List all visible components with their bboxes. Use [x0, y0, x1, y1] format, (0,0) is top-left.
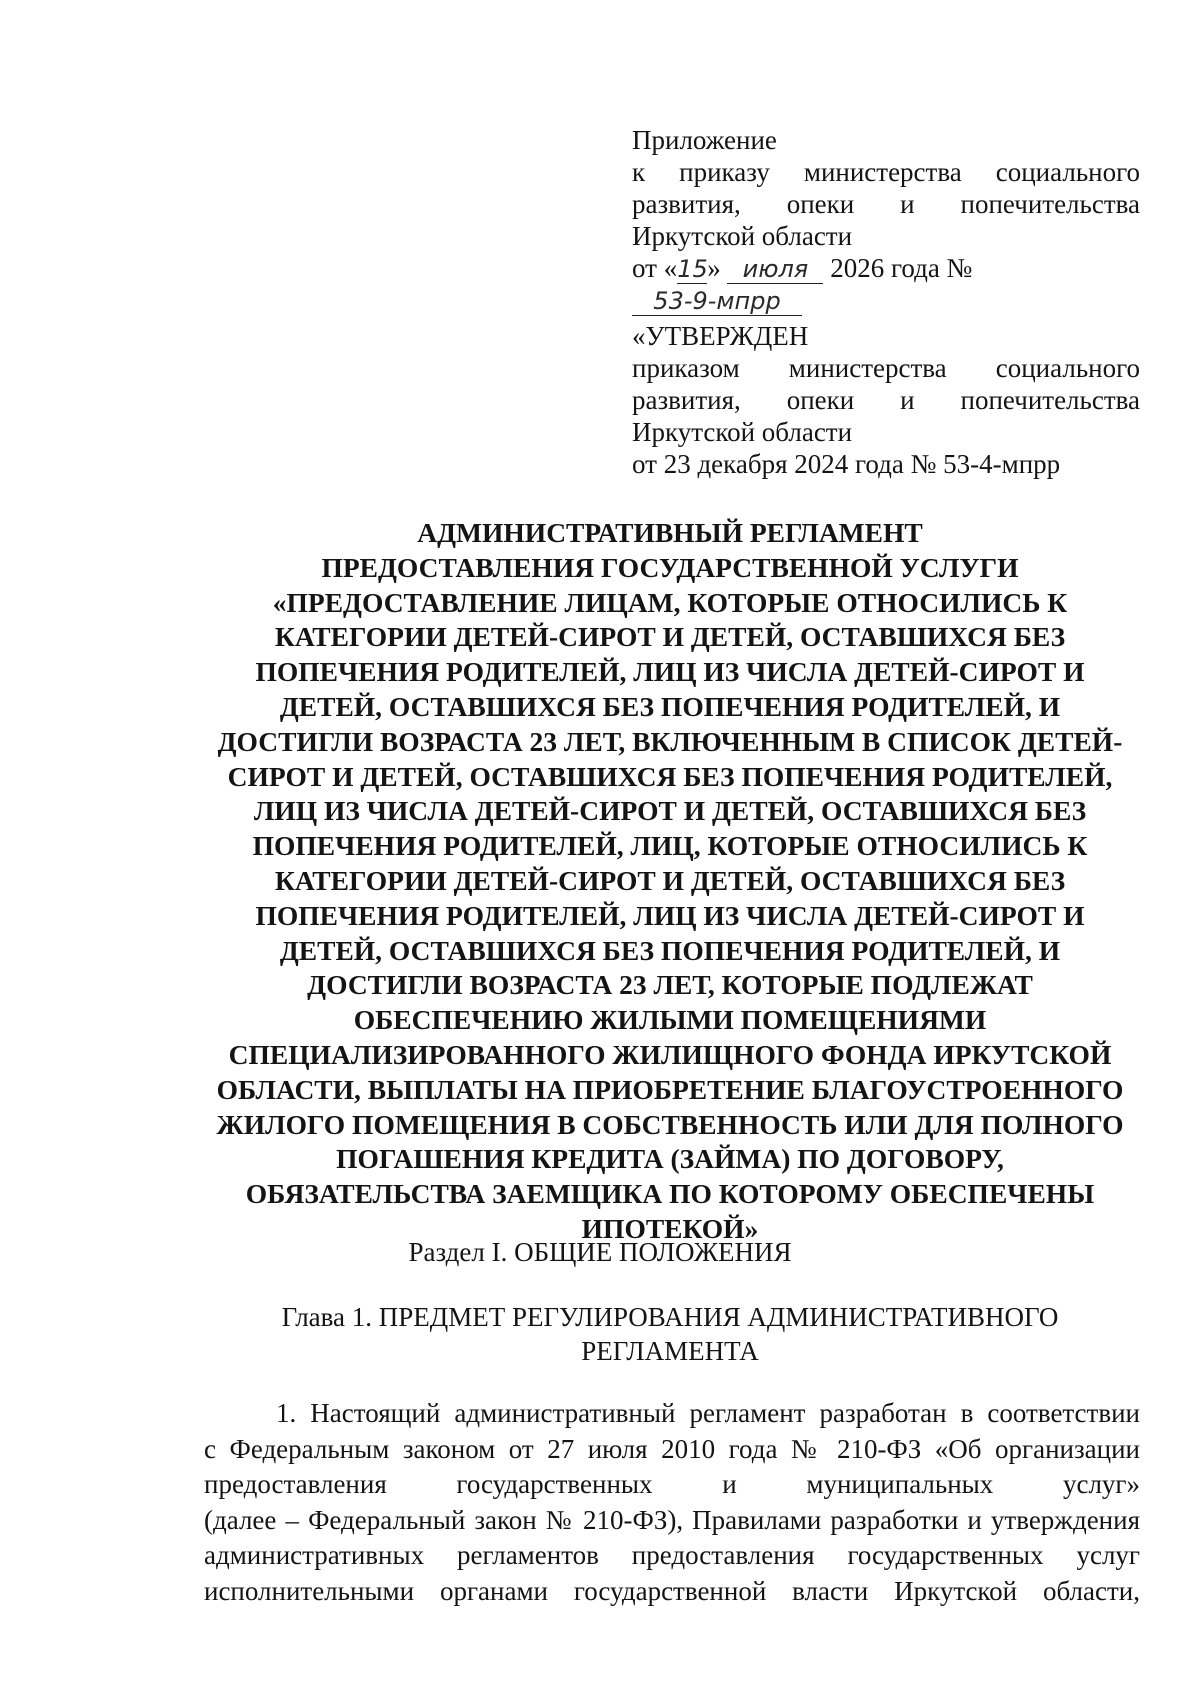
- paragraph-line: 1. Настоящий административный регламент разработан в соответствии: [276, 1398, 1140, 1428]
- section-heading: Раздел I. ОБЩИЕ ПОЛОЖЕНИЯ: [408, 1237, 792, 1267]
- title-line: ПОПЕЧЕНИЯ РОДИТЕЛЕЙ, ЛИЦ, КОТОРЫЕ ОТНОСИЛИСЬ К: [252, 830, 1088, 862]
- approved-line-1: приказом министерства социального: [632, 353, 1140, 383]
- approved-label: «УТВЕРЖДЕН: [632, 321, 809, 351]
- appendix-block: [632, 124, 1140, 316]
- appendix-order-line-3: Иркутской области: [632, 221, 853, 251]
- title-line: ОБЯЗАТЕЛЬСТВА ЗАЕМЩИКА ПО КОТОРОМУ ОБЕСПЕЧЕНЫ: [245, 1178, 1095, 1210]
- paragraph-line: (далее – Федеральный закон № 210-ФЗ), Правилами разработки и утверждения: [204, 1504, 1140, 1535]
- title-line: «ПРЕДОСТАВЛЕНИЕ ЛИЦАМ, КОТОРЫЕ ОТНОСИЛИСЬ К: [272, 586, 1068, 618]
- title-line: СПЕЦИАЛИЗИРОВАННОГО ЖИЛИЩНОГО ФОНДА ИРКУТСКОЙ: [228, 1038, 1112, 1070]
- title-line: ЖИЛОГО ПОМЕЩЕНИЯ В СОБСТВЕННОСТЬ ИЛИ ДЛЯ ПОЛНОГО: [216, 1108, 1124, 1140]
- title-line: ДОСТИГЛИ ВОЗРАСТА 23 ЛЕТ, КОТОРЫЕ ПОДЛЕЖАТ: [307, 969, 1033, 1001]
- approved-line-3: Иркутской области: [632, 417, 853, 447]
- approved-block: [632, 320, 1140, 480]
- date-prefix: от «: [632, 253, 678, 283]
- approved-line-2: развития, опеки и попечительства: [632, 385, 1140, 415]
- date-day-handwritten: 15: [677, 255, 708, 283]
- paragraph-line: административных регламентов предоставления государственных услуг: [204, 1540, 1140, 1570]
- chapter-heading-line-1: Глава 1. ПРЕДМЕТ РЕГУЛИРОВАНИЯ АДМИНИСТРАТИВНОГО: [281, 1302, 1059, 1332]
- date-year-text: 2026 года №: [830, 253, 973, 283]
- paragraph-line: с Федеральным законом от 27 июля 2010 года № 210-ФЗ «Об организации: [204, 1433, 1140, 1464]
- title-line: ОБЛАСТИ, ВЫПЛАТЫ НА ПРИОБРЕТЕНИЕ БЛАГОУСТРОЕННОГО: [216, 1073, 1124, 1105]
- title-line: СИРОТ И ДЕТЕЙ, ОСТАВШИХСЯ БЕЗ ПОПЕЧЕНИЯ РОДИТЕЛЕЙ,: [227, 760, 1113, 792]
- approved-line-4: от 23 декабря 2024 года № 53-4-мпрр: [632, 449, 1061, 479]
- appendix-order-line-2: развития, опеки и попечительства: [632, 189, 1140, 219]
- title-line: ДЕТЕЙ, ОСТАВШИХСЯ БЕЗ ПОПЕЧЕНИЯ РОДИТЕЛЕЙ, И: [279, 934, 1061, 966]
- title-line: ОБЕСПЕЧЕНИЮ ЖИЛЫМИ ПОМЕЩЕНИЯМИ: [353, 1004, 987, 1036]
- chapter-heading-line-2: РЕГЛАМЕНТА: [581, 1336, 759, 1366]
- title-line: ДОСТИГЛИ ВОЗРАСТА 23 ЛЕТ, ВКЛЮЧЕННЫМ В СПИСОК ДЕТЕЙ-: [217, 725, 1123, 757]
- paragraph-1: [204, 1396, 1140, 1609]
- title-line: АДМИНИСТРАТИВНЫЙ РЕГЛАМЕНТ: [417, 517, 923, 548]
- paragraph-line: предоставления государственных и муниципальных услуг»: [204, 1469, 1140, 1499]
- chapter-heading: [180, 1300, 1160, 1368]
- appendix-order-line-1: к приказу министерства социального: [632, 157, 1140, 187]
- title-line: ПОПЕЧЕНИЯ РОДИТЕЛЕЙ, ЛИЦ ИЗ ЧИСЛА ДЕТЕЙ-СИРОТ И: [255, 656, 1085, 688]
- document-title: [180, 516, 1160, 1247]
- title-line: ДЕТЕЙ, ОСТАВШИХСЯ БЕЗ ПОПЕЧЕНИЯ РОДИТЕЛЕЙ, И: [279, 690, 1061, 722]
- title-line: ПОГАШЕНИЯ КРЕДИТА (ЗАЙМА) ПО ДОГОВОРУ,: [336, 1143, 1004, 1175]
- title-line: ЛИЦ ИЗ ЧИСЛА ДЕТЕЙ-СИРОТ И ДЕТЕЙ, ОСТАВШИХСЯ БЕЗ: [253, 795, 1087, 827]
- date-month-handwritten: июля: [727, 255, 823, 284]
- date-mid: »: [707, 253, 721, 283]
- appendix-date-line: [632, 252, 1140, 316]
- title-line: ПОПЕЧЕНИЯ РОДИТЕЛЕЙ, ЛИЦ ИЗ ЧИСЛА ДЕТЕЙ-СИРОТ И: [255, 899, 1085, 931]
- paragraph-line: исполнительными органами государственной власти Иркутской области,: [204, 1575, 1140, 1606]
- title-line: КАТЕГОРИИ ДЕТЕЙ-СИРОТ И ДЕТЕЙ, ОСТАВШИХСЯ БЕЗ: [274, 621, 1066, 653]
- title-line: ПРЕДОСТАВЛЕНИЯ ГОСУДАРСТВЕННОЙ УСЛУГИ: [321, 551, 1019, 583]
- title-line: ИПОТЕКОЙ»: [581, 1212, 759, 1244]
- order-number-handwritten: 53-9-мпрр: [632, 287, 802, 316]
- appendix-label: Приложение: [632, 125, 777, 155]
- title-line: КАТЕГОРИИ ДЕТЕЙ-СИРОТ И ДЕТЕЙ, ОСТАВШИХСЯ БЕЗ: [274, 864, 1066, 896]
